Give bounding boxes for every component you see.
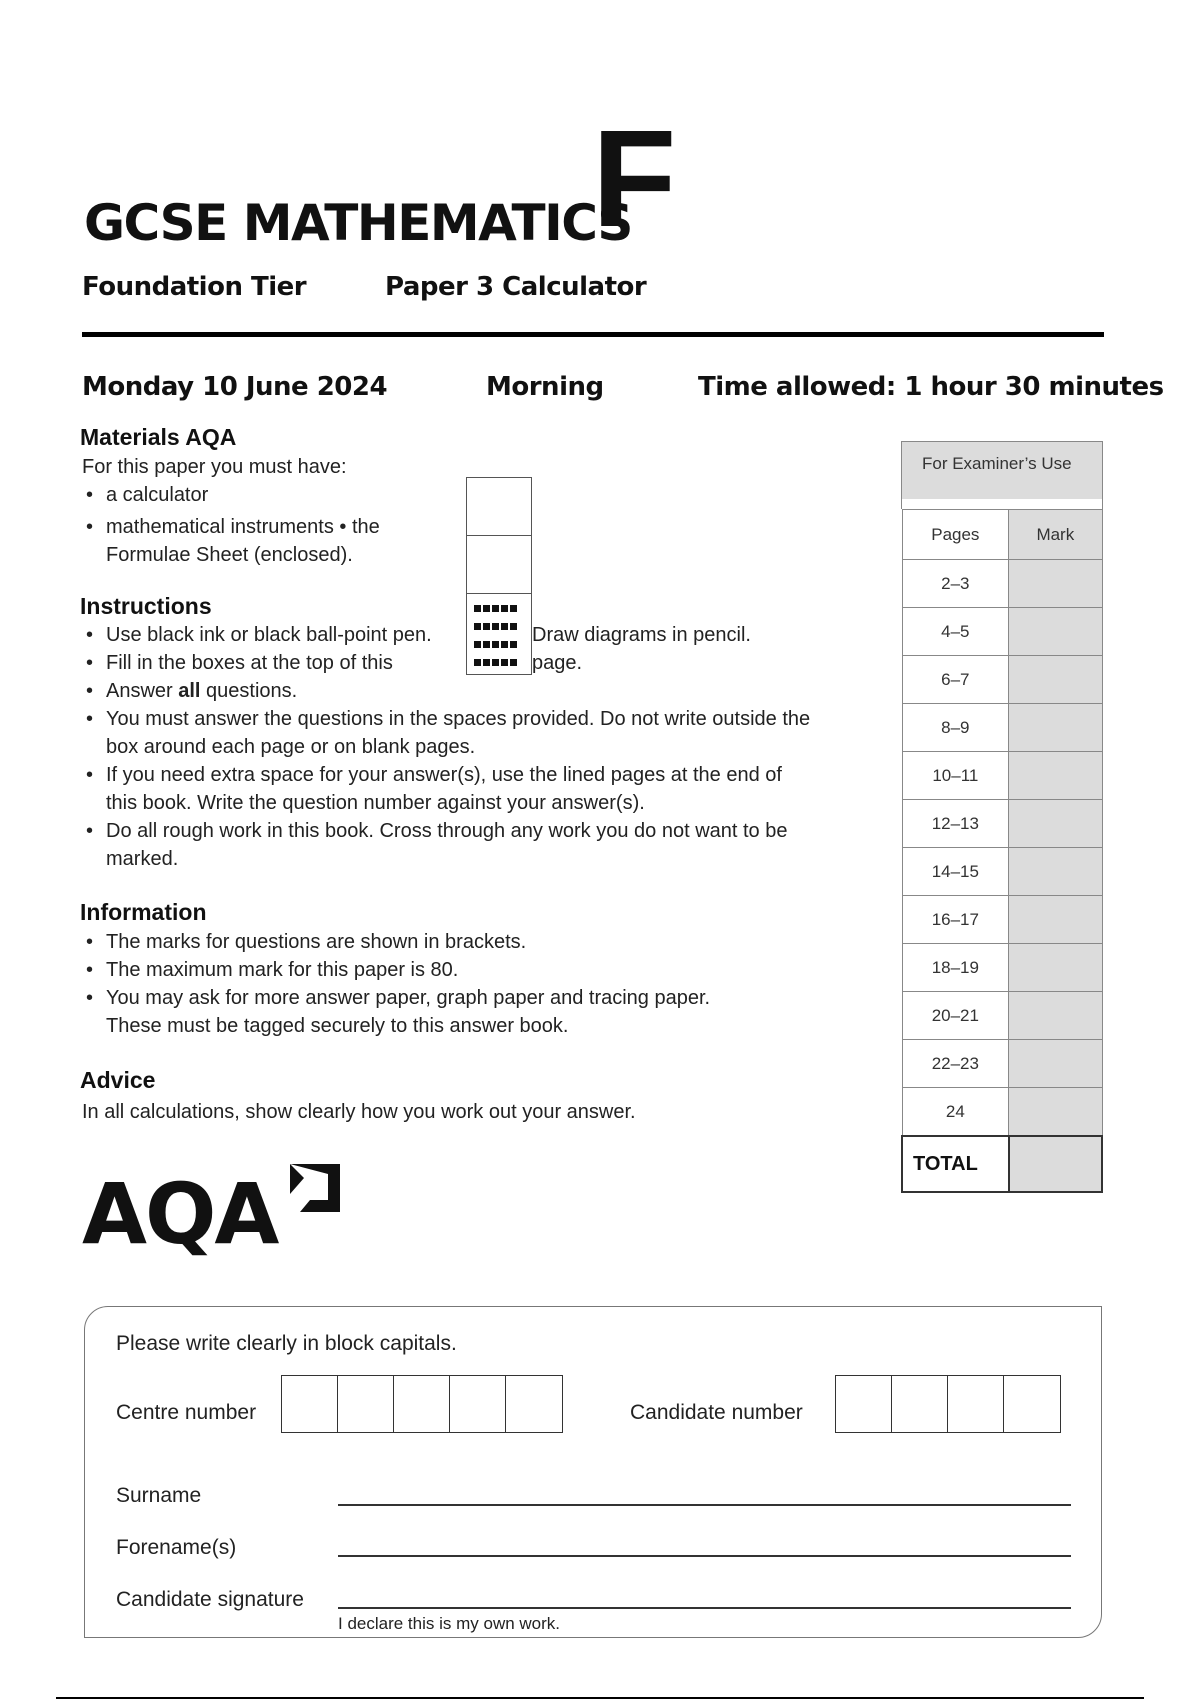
mark-cell[interactable] (1009, 608, 1102, 656)
logo-mark-icon (286, 1158, 344, 1216)
centre-number-digit[interactable] (338, 1376, 394, 1432)
instruction-item: • If you need extra space for your answer(s), use the lined pages at the end of this book. Write the question number against your answer(s). (82, 761, 902, 817)
materials-item: • a calculator (82, 481, 462, 509)
candidate-number-digit[interactable] (1004, 1376, 1060, 1432)
pages-cell: 12–13 (902, 800, 1009, 848)
total-label: TOTAL (902, 1136, 1009, 1192)
paper-label: Paper 3 Calculator (385, 272, 647, 302)
pages-cell: 4–5 (902, 608, 1009, 656)
mark-cell[interactable] (1009, 704, 1102, 752)
instructions-section (82, 621, 902, 873)
mark-cell[interactable] (1009, 848, 1102, 896)
pages-cell: 20–21 (902, 992, 1009, 1040)
form-instruction: Please write clearly in block capitals. (116, 1332, 457, 1355)
mark-column-header: Mark (1009, 510, 1102, 560)
surname-label: Surname (116, 1484, 202, 1507)
instructions-heading: Instructions (80, 593, 212, 619)
forename-field[interactable] (338, 1555, 1071, 1557)
mark-cell[interactable] (1009, 1040, 1102, 1088)
candidate-number-boxes (835, 1375, 1061, 1433)
mark-cell[interactable] (1009, 1088, 1102, 1137)
information-section (82, 928, 882, 1040)
examiner-table-title: For Examiner’s Use (901, 441, 1103, 499)
exam-session: Morning (486, 372, 604, 402)
exam-date: Monday 10 June 2024 (82, 372, 388, 402)
centre-number-digit[interactable] (506, 1376, 562, 1432)
mark-cell[interactable] (1009, 800, 1102, 848)
information-heading: Information (80, 899, 207, 925)
mark-cell[interactable] (1009, 944, 1102, 992)
mark-cell[interactable] (1009, 656, 1102, 704)
pages-cell: 14–15 (902, 848, 1009, 896)
aqa-logo (82, 1165, 278, 1263)
paper-title: GCSE MATHEMATICS (84, 194, 632, 252)
pages-cell: 24 (902, 1088, 1009, 1137)
total-mark-cell[interactable] (1009, 1136, 1102, 1192)
candidate-number-digit[interactable] (892, 1376, 948, 1432)
materials-section (82, 453, 462, 569)
signature-field[interactable] (338, 1607, 1071, 1609)
candidate-number-digit[interactable] (948, 1376, 1004, 1432)
information-item: • The marks for questions are shown in brackets. (82, 928, 882, 956)
mark-cell[interactable] (1009, 896, 1102, 944)
instruction-item: • You must answer the questions in the spaces provided. Do not write outside the box around each page or on blank pages. (82, 705, 902, 761)
logo-text: AQA (82, 1165, 278, 1263)
centre-number-digit[interactable] (394, 1376, 450, 1432)
centre-number-digit[interactable] (450, 1376, 506, 1432)
mark-cell[interactable] (1009, 752, 1102, 800)
information-item: • The maximum mark for this paper is 80. (82, 956, 882, 984)
information-item-continued: These must be tagged securely to this answer book. (106, 1015, 569, 1037)
materials-item-continued: Formulae Sheet (enclosed). (106, 544, 353, 566)
pages-cell: 10–11 (902, 752, 1009, 800)
pages-cell: 2–3 (902, 560, 1009, 608)
materials-item: • mathematical instruments • the (82, 513, 462, 541)
tier-label: Foundation Tier (82, 272, 307, 302)
materials-heading: Materials AQA (80, 424, 237, 450)
time-allowed: Time allowed: 1 hour 30 minutes (698, 372, 1164, 402)
instruction-item: • Answer all questions. (82, 677, 902, 705)
mark-cell[interactable] (1009, 992, 1102, 1040)
candidate-number-digit[interactable] (836, 1376, 892, 1432)
header-divider (82, 332, 1104, 337)
pages-cell: 22–23 (902, 1040, 1009, 1088)
declaration-text: I declare this is my own work. (338, 1614, 561, 1633)
pages-column-header: Pages (902, 510, 1009, 560)
pages-cell: 18–19 (902, 944, 1009, 992)
candidate-number-label: Candidate number (630, 1401, 803, 1424)
centre-number-boxes (281, 1375, 563, 1433)
signature-label: Candidate signature (116, 1588, 304, 1611)
materials-intro: For this paper you must have: (82, 456, 347, 478)
surname-field[interactable] (338, 1504, 1071, 1506)
instruction-item: • Use black ink or black ball-point pen. Draw diagrams in pencil. (82, 621, 902, 649)
page-bottom-rule (56, 1697, 1144, 1699)
centre-number-digit[interactable] (282, 1376, 338, 1432)
information-item: • You may ask for more answer paper, graph paper and tracing paper. (82, 984, 882, 1012)
centre-number-label: Centre number (116, 1401, 257, 1424)
advice-heading: Advice (80, 1067, 156, 1093)
candidate-details-form (84, 1306, 1102, 1638)
tier-letter: F (592, 102, 677, 256)
pages-cell: 6–7 (902, 656, 1009, 704)
instruction-item: • Fill in the boxes at the top of this page. (82, 649, 902, 677)
mark-cell[interactable] (1009, 560, 1102, 608)
pages-cell: 8–9 (902, 704, 1009, 752)
advice-text: In all calculations, show clearly how you work out your answer. (82, 1101, 636, 1123)
pages-cell: 16–17 (902, 896, 1009, 944)
examiner-use-table (901, 441, 1103, 1193)
instruction-item: • Do all rough work in this book. Cross through any work you do not want to be marked. (82, 817, 902, 873)
forename-label: Forename(s) (116, 1536, 237, 1559)
